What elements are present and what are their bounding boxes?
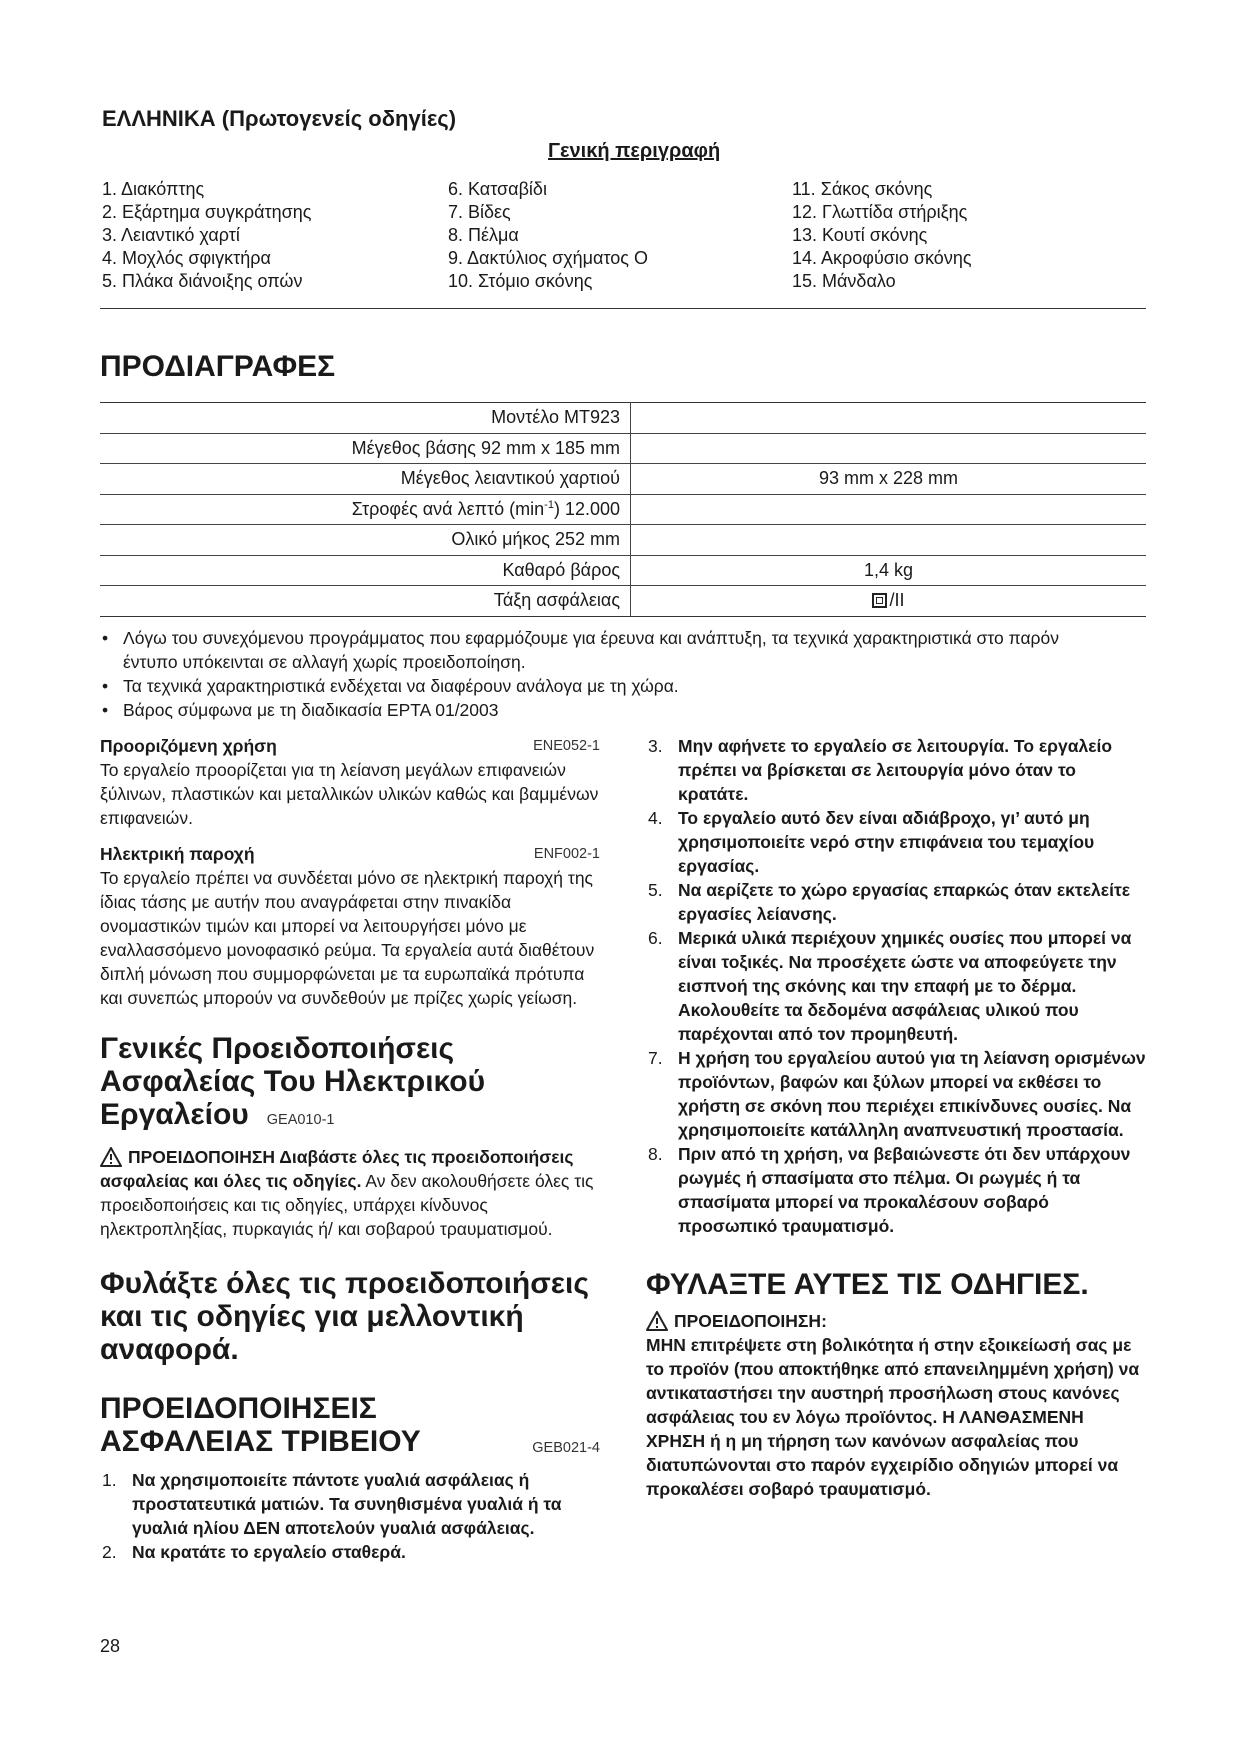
spec-value [631,525,1147,556]
part-item: 4. Μοχλός σφιγκτήρα [102,248,271,268]
safety-rule [646,1046,1146,1142]
safety-rule-number: 3. [648,736,663,756]
left-column [100,734,600,1564]
safety-rule-text: Να χρησιμοποιείτε πάντοτε γυαλιά ασφάλειας ή προστατευτικά ματιών. Τα συνηθισμένα γυαλιά ή τα γυαλιά ηλίου ΔΕΝ αποτελούν γυαλιά ασφάλειας. [132,1470,562,1538]
part-item: 3. Λειαντικό χαρτί [102,225,240,245]
spec-notes [100,626,1100,722]
general-warnings-heading-block [100,1032,520,1137]
spec-value [631,433,1147,464]
divider [100,308,1146,309]
sander-safety-list-right [646,734,1146,1238]
specs-title: ΠΡΟΔΙΑΓΡΑΦΕΣ [100,350,336,383]
spec-value: 1,4 kg [631,555,1147,586]
power-supply-heading: Ηλεκτρική παροχή [100,844,255,864]
spec-label: Μοντέλο MT923 [100,403,631,434]
safety-class-value: /II [889,590,905,611]
sander-safety-heading: ΠΡΟΕΙΔΟΠΟΙΗΣΕΙΣ ΑΣΦΑΛΕΙΑΣ ΤΡΙΒΕΙΟΥ [100,1392,421,1458]
parts-column-3 [792,178,972,293]
safety-rule-text: Μην αφήνετε το εργαλείο σε λειτουργία. Το εργαλείο πρέπει να βρίσκεται σε λειτουργία μόνο όταν το κρατάτε. [678,736,1113,804]
safety-rule-text: Να αερίζετε το χώρο εργασίας επαρκώς όταν εκτελείτε εργασίες λείανσης. [678,880,1131,924]
spec-label: Καθαρό βάρος [100,555,631,586]
safety-rule-text: Το εργαλείο αυτό δεν είναι αδιάβροχο, γι’ αυτό μη χρησιμοποιείτε νερό στην επιφάνεια του τεμαχίου εργασίας. [678,808,1095,876]
spec-label: Ολικό μήκος 252 mm [100,525,631,556]
part-item: 15. Μάνδαλο [792,271,896,291]
safety-rule-number: 5. [648,880,663,900]
safety-rule-number: 4. [648,808,663,828]
parts-column-1 [102,178,311,293]
safety-rule-number: 6. [648,928,663,948]
safety-rule-text: Πριν από τη χρήση, να βεβαιώνεστε ότι δεν υπάρχουν ρωγμές ή σπασίματα στο πέλμα. Οι ρωγμές ή τα σπασίματα μπορεί να προκαλέσουν σοβαρό προσωπικό τραυματισμό. [678,1144,1131,1236]
double-insulation-icon [872,593,887,608]
safety-rule [646,806,1146,878]
save-warnings-heading: Φυλάξτε όλες τις προειδοποιήσεις και τις οδηγίες για μελλοντική αναφορά. [100,1267,589,1366]
part-item: 2. Εξάρτημα συγκράτησης [102,202,312,222]
part-item: 14. Ακροφύσιο σκόνης [792,248,972,268]
warning-triangle-icon [646,1311,668,1331]
keep-warning-label-row [646,1309,1146,1333]
spec-row [100,433,1146,464]
parts-column-2 [448,178,648,293]
safety-rule-text: Μερικά υλικά περιέχουν χημικές ουσίες που μπορεί να είναι τοξικές. Να προσέχετε ώστε να αποφεύγετε την εισπνοή της σκόνης και την επαφή με το δέρμα. Ακολουθείτε τα δεδομένα ασφάλειας υλικού που παρέχονται από τον προμηθευτή. [678,928,1132,1044]
part-item: 10. Στόμιο σκόνης [448,271,593,291]
spec-row [100,586,1146,617]
sander-safety-list-left [100,1468,600,1564]
keep-warning-text: ΜΗΝ επιτρέψετε στη βολικότητα ή στην εξοικείωσή σας με το προϊόν (που αποκτήθηκε από επανειλημμένη χρήση) να αντικαταστήσει την αυστηρή προσήλωση στους κανόνες ασφάλειας του εν λόγω προϊόντος. Η ΛΑΝΘΑΣΜΕΝΗ ΧΡΗΣΗ ή η μη τήρηση των κανόνων ασφαλείας που διατυπώνονται στο παρόν εγχειρίδιο οδηγιών μπορεί να προκαλέσει σοβαρό τραυματισμό. [646,1335,1140,1499]
safety-rule [100,1540,600,1564]
language-title: ΕΛΛΗΝΙΚΑ (Πρωτογενείς οδηγίες) [102,106,457,131]
safety-rule [100,1468,600,1540]
spec-label-rpm-post: ) 12.000 [553,498,620,519]
spec-note: • Τα τεχνικά χαρακτηριστικά ενδέχεται να διαφέρουν ανάλογα με τη χώρα. [100,674,1100,698]
spec-label-rpm [100,494,631,525]
spec-label-rpm-sup: -1 [544,498,554,511]
spec-label: Τάξη ασφάλειας [100,586,631,617]
spec-note: • Βάρος σύμφωνα με τη διαδικασία EPTA 01/2003 [100,698,1100,722]
keep-instructions-heading: ΦΥΛΑΞΤΕ ΑΥΤΕΣ ΤΙΣ ΟΔΗΓΙΕΣ. [646,1268,1089,1301]
spec-label: Μέγεθος βάσης 92 mm x 185 mm [100,433,631,464]
right-column [646,734,1146,1501]
power-supply-code: ENF002-1 [533,846,600,862]
spec-value-safety-class [631,586,1147,617]
spec-note: • Λόγω του συνεχόμενου προγράμματος που εφαρμόζουμε για έρευνα και ανάπτυξη, τα τεχνικά χαρακτηριστικά στο παρόν έντυπο υπόκεινται σε αλλαγή χωρίς προειδοποίηση. [100,626,1100,674]
intended-use-code: ENE052-1 [533,738,600,754]
keep-warning-label: ΠΡΟΕΙΔΟΠΟΙΗΣΗ: [674,1311,827,1331]
warning-triangle-icon [100,1147,122,1167]
power-supply-heading-row [100,842,600,866]
part-item: 6. Κατσαβίδι [448,179,547,199]
general-warning-text: Αν δεν ακολουθήσετε όλες τις προειδοποιήσεις και τις οδηγίες, υπάρχει κίνδυνος ηλεκτροπληξίας, πυρκαγιάς ή/ και σοβαρού τραυματισμού. [100,1171,594,1239]
spec-value: 93 mm x 228 mm [631,464,1147,495]
part-item: 8. Πέλμα [448,225,519,245]
spec-row [100,464,1146,495]
specs-table [100,402,1146,617]
spec-value [631,403,1147,434]
safety-rule [646,1142,1146,1238]
general-warning-block [100,1145,600,1241]
part-item: 5. Πλάκα διάνοιξης οπών [102,271,303,291]
page-number: 28 [100,1636,121,1656]
general-warnings-heading: Γενικές Προειδοποιήσεις Ασφαλείας Του Ηλεκτρικού Εργαλείου [100,1032,486,1131]
spec-row [100,555,1146,586]
part-item: 12. Γλωττίδα στήριξης [792,202,968,222]
safety-rule-text: Να κρατάτε το εργαλείο σταθερά. [132,1542,406,1562]
general-warning-bold: ΠΡΟΕΙΔΟΠΟΙΗΣΗ Διαβάστε όλες τις προειδοποιήσεις ασφαλείας και όλες τις οδηγίες. [100,1147,574,1191]
safety-rule [646,734,1146,806]
intended-use-text: Το εργαλείο προορίζεται για τη λείανση μεγάλων επιφανειών ξύλινων, πλαστικών και μεταλλικών υλικών καθώς και βαμμένων επιφανειών. [100,760,599,828]
safety-rule-number: 1. [102,1470,117,1490]
part-item: 11. Σάκος σκόνης [792,179,933,199]
safety-rule [646,878,1146,926]
spec-value [631,494,1147,525]
safety-rule-text: Η χρήση του εργαλείου αυτού για τη λείανση ορισμένων προϊόντων, βαφών και ξύλων μπορεί να εκθέσει το χρήστη σε σκόνη που περιέχει επικίνδυνες ουσίες. Να χρησιμοποιείτε κατάλληλη αναπνευστική προστασία. [678,1048,1146,1140]
power-supply-text: Το εργαλείο πρέπει να συνδέεται μόνο σε ηλεκτρική παροχή της ίδιας τάσης με αυτήν που αναγράφεται στην πινακίδα ονομαστικών τιμών και μπορεί να λειτουργήσει μόνο με εναλλασσόμενο μονοφασικό ρεύμα. Τα εργαλεία αυτά διαθέτουν διπλή μόνωση που συμμορφώνεται με τα ευρωπαϊκά πρότυπα και συνεπώς μπορούν να συνδεθούν με πρίζες χωρίς γείωση. [100,868,595,1008]
safety-rule-number: 8. [648,1144,663,1164]
spec-row [100,494,1146,525]
sander-safety-code: GEB021-4 [532,1440,600,1456]
spec-row [100,525,1146,556]
part-item: 9. Δακτύλιος σχήματος Ο [448,248,648,268]
spec-label-rpm-pre: Στροφές ανά λεπτό (min [351,498,545,519]
general-description-title: Γενική περιγραφή [548,140,721,162]
part-item: 7. Βίδες [448,202,511,222]
part-item: 1. Διακόπτης [102,179,205,199]
general-warnings-code: GEA010-1 [266,1112,335,1128]
spec-row [100,403,1146,434]
safety-rule-number: 7. [648,1048,663,1068]
intended-use-heading-row [100,734,600,758]
safety-rule [646,926,1146,1046]
spec-label: Μέγεθος λειαντικού χαρτιού [100,464,631,495]
part-item: 13. Κουτί σκόνης [792,225,928,245]
intended-use-heading: Προοριζόμενη χρήση [100,736,277,756]
safety-rule-number: 2. [102,1542,117,1562]
